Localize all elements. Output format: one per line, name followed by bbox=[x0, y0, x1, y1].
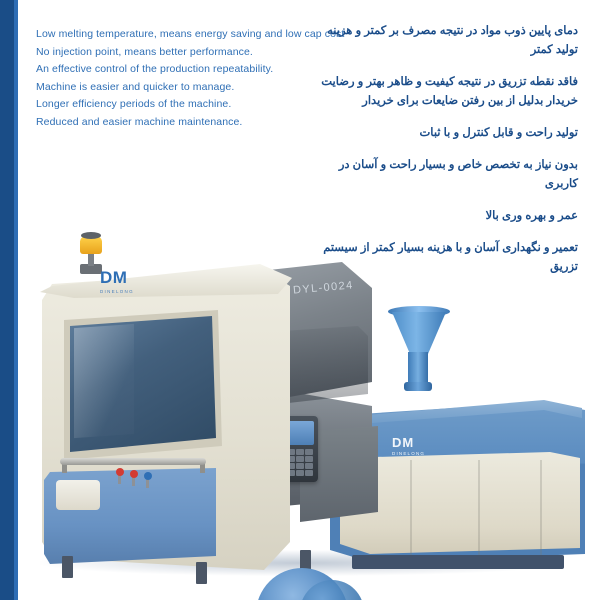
material-hopper-cone bbox=[392, 312, 446, 354]
blue-indicator-button[interactable] bbox=[144, 472, 152, 480]
farsi-feature-item: فاقد نقطه تزریق در نتیجه کیفیت و ظاهر بهتر و رضایت خریدار بدلیل از بین رفتن ضایعات برای خریدار bbox=[321, 76, 578, 107]
red-indicator-button[interactable] bbox=[130, 470, 138, 478]
door-handle[interactable] bbox=[60, 458, 206, 465]
machine-leg bbox=[196, 562, 207, 584]
hopper-collar bbox=[404, 382, 432, 391]
window-glare bbox=[74, 324, 134, 438]
farsi-feature-item: دمای پایین ذوب مواد در نتیجه مصرف بر کمتر و هزینه تولید کمتر bbox=[327, 25, 578, 56]
english-feature-item: Longer efficiency periods of the machine. bbox=[36, 98, 232, 110]
pendant-key[interactable] bbox=[305, 470, 313, 476]
body-brand-logo-text: DM bbox=[392, 435, 415, 450]
farsi-feature-item: عمر و بهره وری بالا bbox=[485, 210, 578, 222]
farsi-feature-item: تعمیر و نگهداری آسان و با هزینه بسیار کمتر از سیستم تزریق bbox=[323, 242, 578, 273]
body-brand-logo-sub: DINELONG bbox=[392, 451, 426, 456]
panel-seam bbox=[410, 460, 412, 556]
pendant-key[interactable] bbox=[296, 449, 304, 455]
hopper-neck bbox=[408, 352, 428, 386]
pendant-key[interactable] bbox=[296, 463, 304, 469]
cabinet-brand-logo-sub: DINELONG bbox=[100, 289, 134, 294]
english-feature-item: Reduced and easier machine maintenance. bbox=[36, 115, 243, 128]
farsi-feature-item: تولید راحت و قابل کنترل و با ثبات bbox=[419, 127, 578, 139]
machine-cabinet-top bbox=[40, 264, 292, 298]
pendant-key[interactable] bbox=[305, 456, 313, 462]
handle-mount bbox=[200, 464, 205, 473]
handle-mount bbox=[62, 464, 67, 473]
english-feature-item: Low melting temperature, means energy saving and low cap cost bbox=[36, 28, 345, 40]
panel-seam bbox=[540, 460, 542, 556]
pendant-key[interactable] bbox=[296, 456, 304, 462]
cabinet-brand-logo-text: DM bbox=[100, 268, 128, 287]
door-control-box bbox=[56, 480, 100, 510]
red-indicator-button[interactable] bbox=[116, 468, 124, 476]
machine-right-base bbox=[352, 555, 564, 569]
english-feature-item: No injection point, means better performance. bbox=[36, 45, 253, 58]
panel-seam bbox=[478, 460, 480, 556]
cabinet-brand-logo bbox=[100, 268, 134, 294]
machine-leg bbox=[62, 556, 73, 578]
body-brand-logo bbox=[392, 435, 425, 456]
pendant-key[interactable] bbox=[296, 470, 304, 476]
machine-illustration bbox=[0, 230, 600, 600]
english-feature-list bbox=[36, 26, 345, 131]
pendant-key[interactable] bbox=[305, 463, 313, 469]
pendant-key[interactable] bbox=[305, 449, 313, 455]
signal-tower-pole bbox=[88, 252, 94, 266]
machine-model-label: DYL-0024 bbox=[292, 279, 355, 297]
english-feature-item: An effective control of the production repeatability. bbox=[36, 63, 274, 75]
english-feature-item: Machine is easier and quicker to manage. bbox=[36, 80, 235, 93]
signal-tower-cap bbox=[81, 232, 101, 239]
farsi-feature-item: بدون نیاز به تخصص خاص و بسیار راحت و آسان در کاربری bbox=[338, 159, 578, 190]
